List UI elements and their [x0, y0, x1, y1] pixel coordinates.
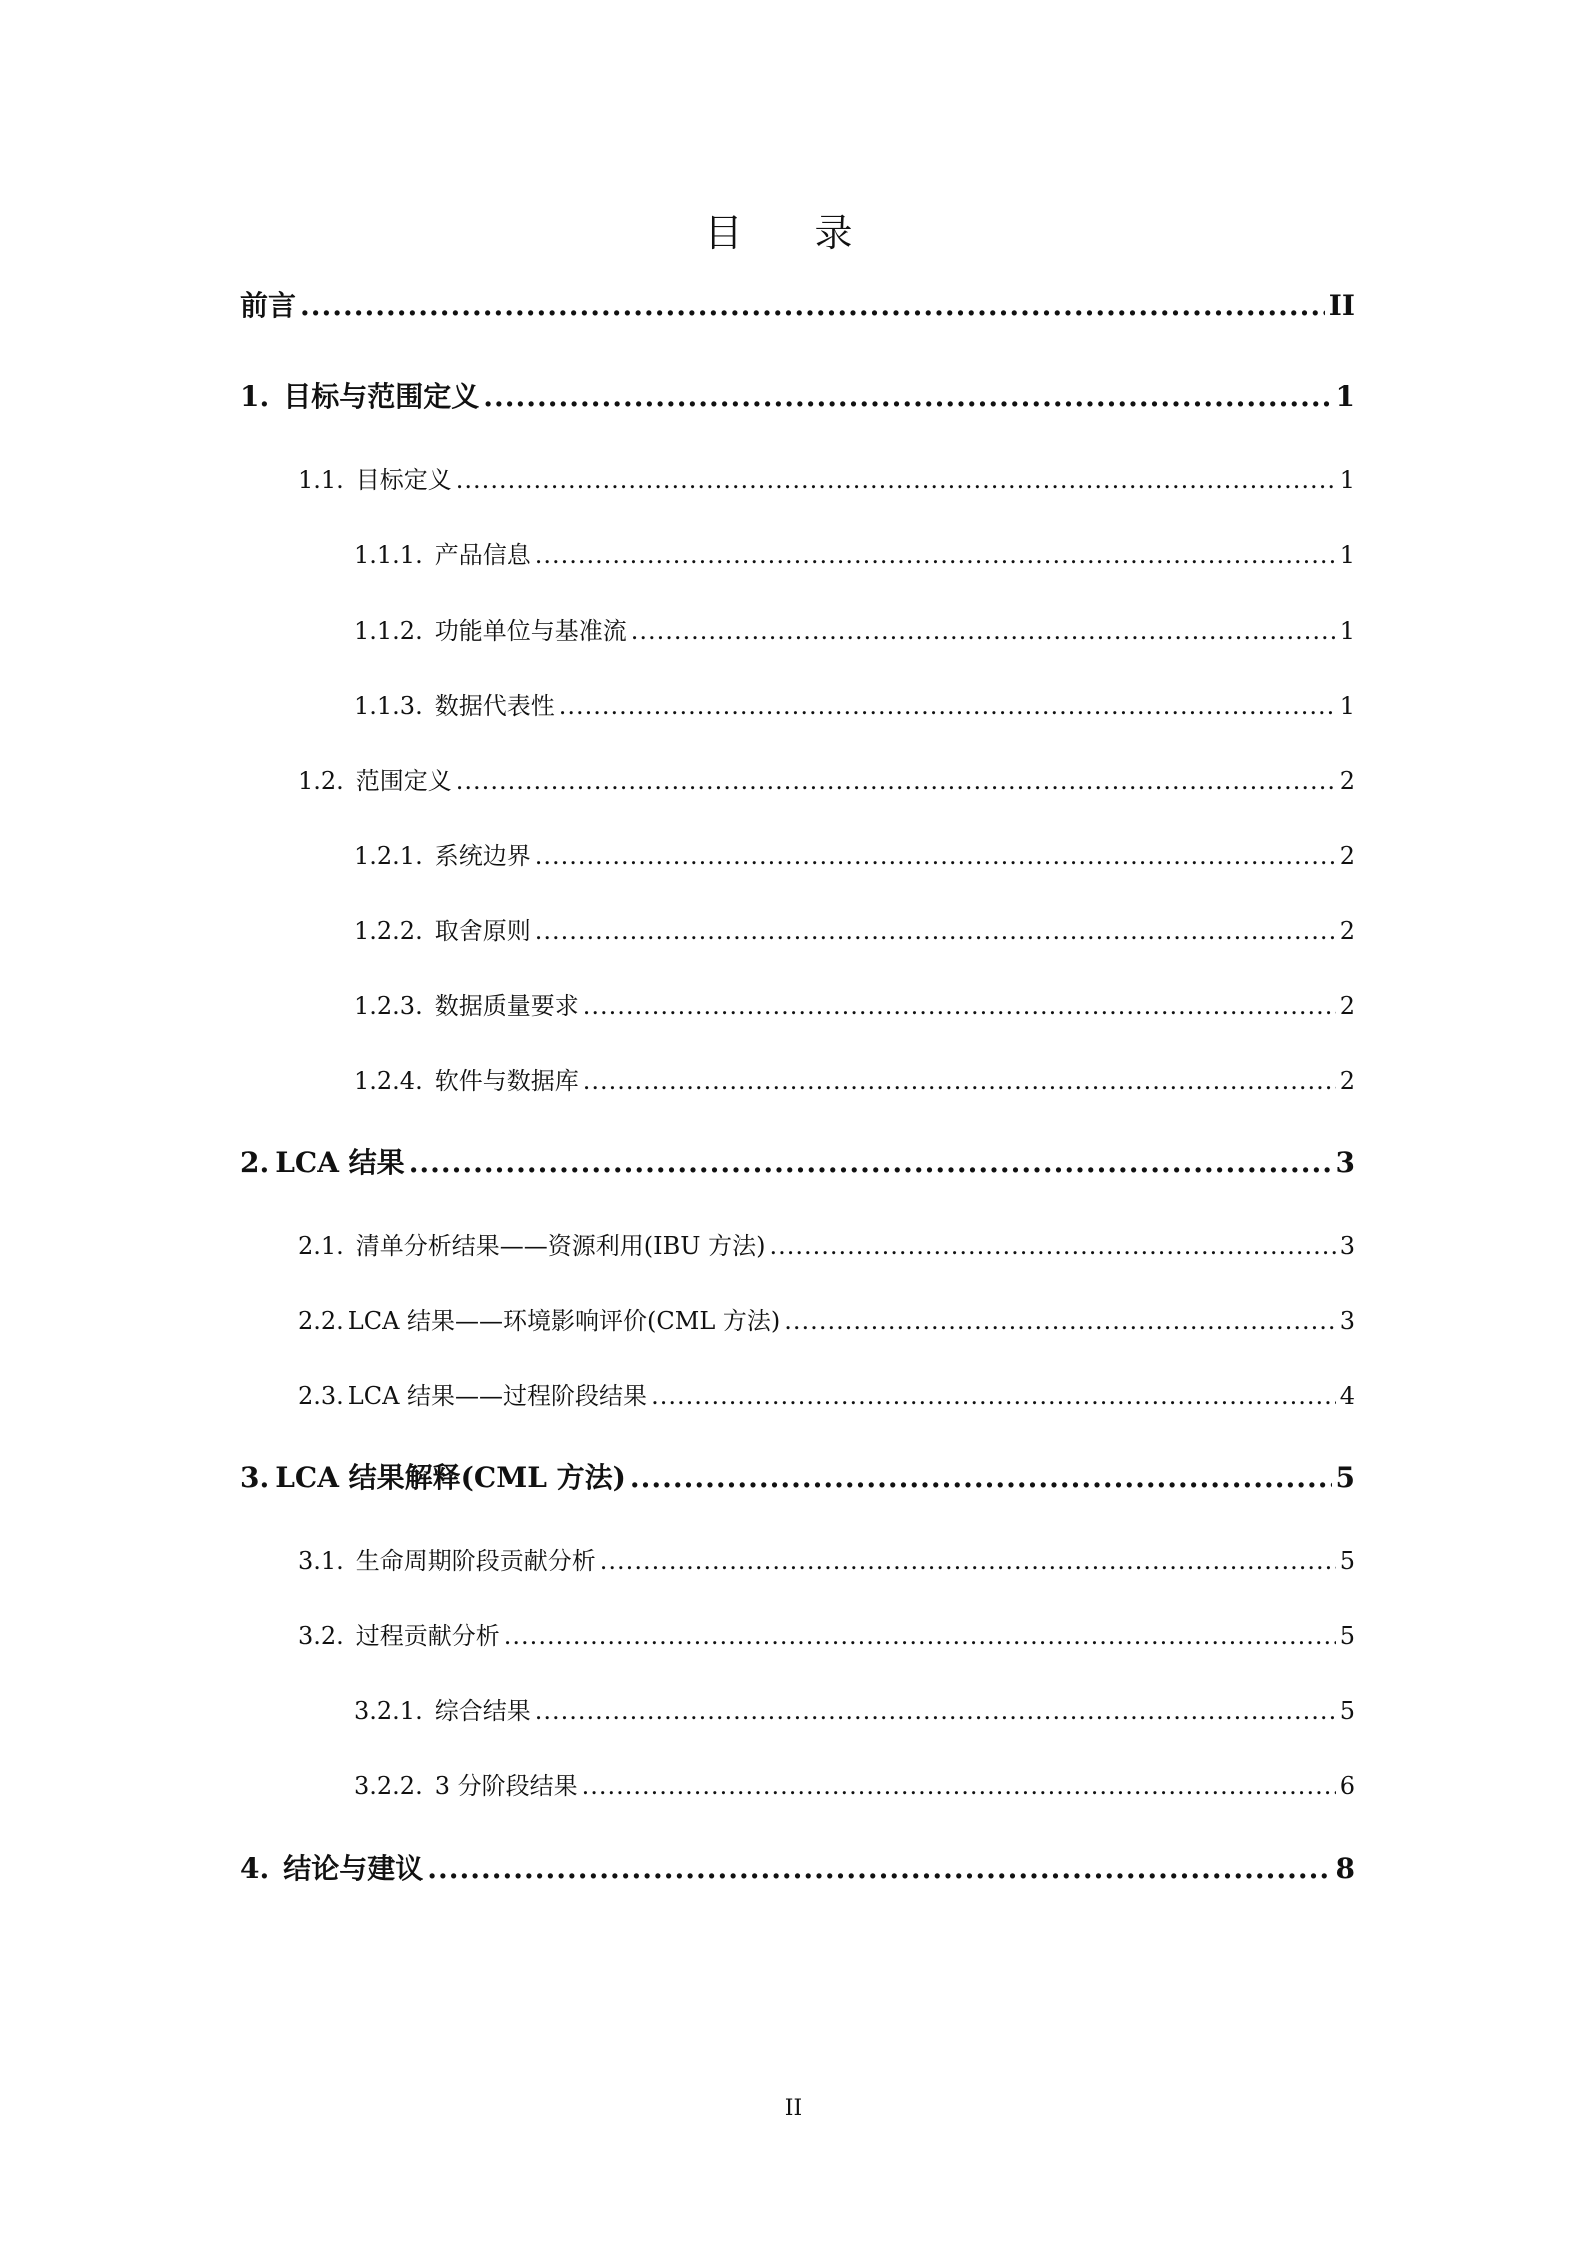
toc-leader-dots [300, 286, 1325, 326]
toc-leader-dots [583, 1061, 1336, 1101]
toc-entry-text: LCA 结果——环境影响评价(CML 方法) [347, 1307, 781, 1335]
toc-section-number: 2.2. [298, 1307, 344, 1335]
toc-section-number: 4. [240, 1852, 270, 1885]
toc-page-number: 8 [1335, 1852, 1355, 1885]
toc-page-number: 2 [1339, 917, 1355, 945]
toc-leader-dots [483, 377, 1331, 417]
toc-entry-text: LCA 结果 [275, 1146, 405, 1179]
toc-section-number: 1.2.3. [354, 992, 423, 1020]
toc-entry-text: 过程贡献分析 [355, 1622, 500, 1650]
toc-entry-1-2-2[interactable] [354, 911, 1355, 951]
toc-section-number: 3.1. [298, 1547, 344, 1575]
toc-entry-text: 目标定义 [355, 466, 452, 494]
toc-entry-text: LCA 结果解释(CML 方法) [275, 1461, 626, 1494]
toc-entry-text: 功能单位与基准流 [434, 617, 627, 645]
toc-entry-text: 目标与范围定义 [283, 380, 480, 413]
toc-leader-dots [535, 836, 1336, 876]
toc-entry-text: 3 分阶段结果 [434, 1772, 578, 1800]
toc-leader-dots [583, 986, 1336, 1026]
toc-entry-text: 结论与建议 [283, 1852, 424, 1885]
toc-entry-3-2[interactable] [298, 1616, 1355, 1656]
toc-page-number: 3 [1335, 1146, 1355, 1179]
toc-page-number: 4 [1339, 1382, 1355, 1410]
toc-entry-3-2-1[interactable] [354, 1691, 1355, 1731]
toc-section-number: 1.1.2. [354, 617, 423, 645]
toc-page-number: 1 [1339, 541, 1355, 569]
page-footer-number: II [784, 2096, 803, 2121]
toc-entry-text: LCA 结果——过程阶段结果 [347, 1382, 648, 1410]
toc-leader-dots [784, 1301, 1335, 1341]
toc-page-number: 5 [1339, 1547, 1355, 1575]
toc-leader-dots [456, 460, 1336, 500]
toc-section-number: 1.1.3. [354, 692, 423, 720]
toc-entry-3[interactable] [240, 1458, 1355, 1498]
toc-section-number: 2.3. [298, 1382, 344, 1410]
toc-page-number: 1 [1335, 380, 1355, 413]
toc-page-number: 5 [1335, 1461, 1355, 1494]
toc-leader-dots [770, 1226, 1336, 1266]
toc-entry-text: 软件与数据库 [434, 1067, 579, 1095]
toc-section-number: 3.2.2. [354, 1772, 423, 1800]
toc-entry-1[interactable] [240, 377, 1355, 417]
toc-page-number: 2 [1339, 992, 1355, 1020]
toc-entry-2-3[interactable] [298, 1376, 1355, 1416]
toc-entry-1-1-2[interactable] [354, 611, 1355, 651]
toc-entry-1-1-1[interactable] [354, 535, 1355, 575]
toc-page-number: 2 [1339, 1067, 1355, 1095]
toc-leader-dots [409, 1143, 1332, 1183]
toc-section-number: 3.2.1. [354, 1697, 423, 1725]
toc-entry-3-1[interactable] [298, 1541, 1355, 1581]
toc-section-number: 3.2. [298, 1622, 344, 1650]
toc-entry-3-2-2[interactable] [354, 1766, 1355, 1806]
toc-page-number: 5 [1339, 1697, 1355, 1725]
toc-section-number: 1.1.1. [354, 541, 423, 569]
toc-entry-2[interactable] [240, 1143, 1355, 1183]
toc-title: 目 录 [704, 211, 883, 255]
toc-section-number: 1.2.2. [354, 917, 423, 945]
toc-page-number: 5 [1339, 1622, 1355, 1650]
toc-entry-1-2-4[interactable] [354, 1061, 1355, 1101]
toc-leader-dots [651, 1376, 1336, 1416]
toc-leader-dots [456, 761, 1336, 801]
toc-entry-2-2[interactable] [298, 1301, 1355, 1341]
toc-page-number: 3 [1339, 1232, 1355, 1260]
toc-entry-1-1[interactable] [298, 460, 1355, 500]
toc-entry-text: 生命周期阶段贡献分析 [355, 1547, 596, 1575]
toc-page-number: 1 [1339, 617, 1355, 645]
toc-entry-1-2-1[interactable] [354, 836, 1355, 876]
toc-section-number: 3. [240, 1461, 270, 1494]
toc-page-number: 2 [1339, 842, 1355, 870]
toc-entry-1-2-3[interactable] [354, 986, 1355, 1026]
toc-leader-dots [535, 911, 1336, 951]
toc-section-number: 1.1. [298, 466, 344, 494]
toc-entry-text: 综合结果 [434, 1697, 531, 1725]
toc-leader-dots [631, 611, 1336, 651]
toc-entry-text: 取舍原则 [434, 917, 531, 945]
toc-page-number: 6 [1339, 1772, 1355, 1800]
toc-leader-dots [600, 1541, 1336, 1581]
toc-entry-1-1-3[interactable] [354, 686, 1355, 726]
toc-leader-dots [559, 686, 1336, 726]
toc-page-number: II [1328, 289, 1355, 322]
toc-leader-dots [504, 1616, 1336, 1656]
toc-entry-text: 范围定义 [355, 767, 452, 795]
toc-entry-text: 清单分析结果——资源利用(IBU 方法) [355, 1232, 766, 1260]
toc-page-number: 2 [1339, 767, 1355, 795]
toc-leader-dots [535, 1691, 1336, 1731]
toc-entry-4[interactable] [240, 1849, 1355, 1889]
toc-section-number: 1.2.4. [354, 1067, 423, 1095]
toc-section-number: 2. [240, 1146, 270, 1179]
toc-entry-text: 产品信息 [434, 541, 531, 569]
toc-leader-dots [427, 1849, 1331, 1889]
toc-page-number: 3 [1339, 1307, 1355, 1335]
toc-section-number: 2.1. [298, 1232, 344, 1260]
toc-entry-text: 数据代表性 [434, 692, 555, 720]
toc-entry-2-1[interactable] [298, 1226, 1355, 1266]
toc-leader-dots [630, 1458, 1332, 1498]
toc-section-number: 1.2.1. [354, 842, 423, 870]
toc-entry-text: 系统边界 [434, 842, 531, 870]
toc-entry-preface[interactable] [240, 286, 1355, 326]
toc-section-number: 1. [240, 380, 270, 413]
toc-leader-dots [582, 1766, 1336, 1806]
toc-leader-dots [535, 535, 1336, 575]
toc-section-number: 1.2. [298, 767, 344, 795]
toc-entry-text: 数据质量要求 [434, 992, 579, 1020]
toc-entry-1-2[interactable] [298, 761, 1355, 801]
toc-page-number: 1 [1339, 466, 1355, 494]
toc-page-number: 1 [1339, 692, 1355, 720]
toc-entry-text: 前言 [240, 289, 297, 322]
